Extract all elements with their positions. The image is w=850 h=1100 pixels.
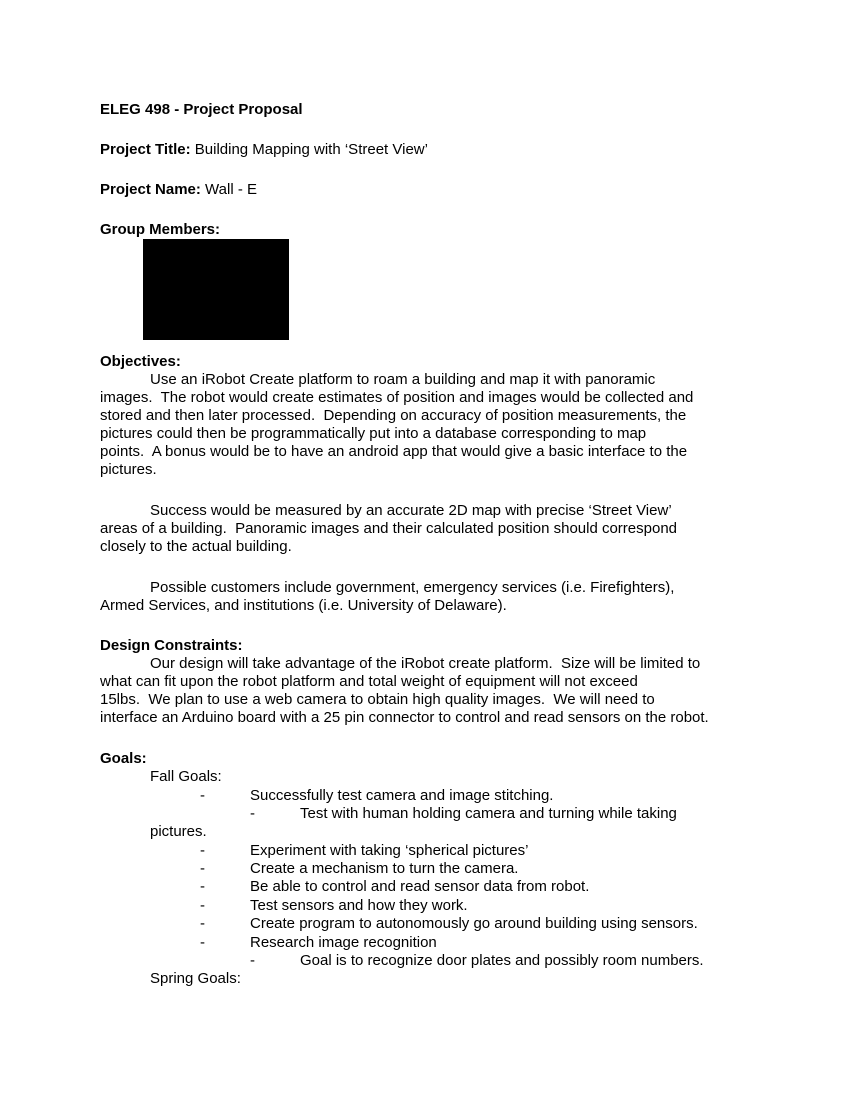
design-p1-line: what can fit upon the robot platform and total weight of equipment will not exceed	[100, 673, 638, 690]
project-name-value: Wall - E	[205, 181, 257, 198]
design-p1-line: interface an Arduino board with a 25 pin connector to control and read sensors on the robot.	[100, 709, 709, 726]
project-title-row	[100, 141, 428, 159]
fall-goal-item: Research image recognition	[250, 934, 437, 951]
fall-goal-item: Create program to autonomously go around building using sensors.	[250, 915, 698, 932]
fall-goal-item: Successfully test camera and image stitching.	[250, 787, 554, 804]
fall-goal-subitem: Goal is to recognize door plates and possibly room numbers.	[300, 952, 704, 969]
objectives-p1-line: Use an iRobot Create platform to roam a building and map it with panoramic	[150, 371, 656, 388]
fall-goal-item: Experiment with taking ‘spherical pictures’	[250, 842, 529, 859]
list-bullet-dash: -	[200, 897, 205, 914]
design-constraints-heading: Design Constraints:	[100, 637, 243, 654]
list-bullet-dash: -	[200, 842, 205, 859]
redacted-member-names	[143, 239, 289, 340]
group-members-label: Group Members:	[100, 221, 221, 238]
list-bullet-dash: -	[200, 787, 205, 804]
project-name-label: Project Name:	[100, 181, 201, 198]
objectives-p1-line: images. The robot would create estimates of position and images would be collected and	[100, 389, 694, 406]
fall-goal-subitem-continuation: pictures.	[150, 823, 207, 840]
objectives-p1-line: points. A bonus would be to have an android app that would give a basic interface to the	[100, 443, 688, 460]
objectives-p2-line: closely to the actual building.	[100, 538, 292, 555]
project-title-value: Building Mapping with ‘Street View’	[194, 141, 428, 158]
project-title-label: Project Title:	[100, 141, 191, 158]
spring-goals-label: Spring Goals:	[150, 970, 241, 987]
design-p1-line: Our design will take advantage of the iRobot create platform. Size will be limited to	[150, 655, 701, 672]
fall-goal-item: Be able to control and read sensor data from robot.	[250, 878, 590, 895]
objectives-p1-line: stored and then later processed. Depending on accuracy of position measurements, the	[100, 407, 687, 424]
list-bullet-dash: -	[200, 915, 205, 932]
list-bullet-dash: -	[200, 878, 205, 895]
fall-goals-label: Fall Goals:	[150, 768, 222, 785]
document-title: ELEG 498 - Project Proposal	[100, 101, 303, 118]
fall-goal-item: Create a mechanism to turn the camera.	[250, 860, 519, 877]
project-name-row	[100, 181, 257, 199]
list-bullet-dash: -	[250, 952, 255, 969]
list-bullet-dash: -	[250, 805, 255, 822]
fall-goal-item: Test sensors and how they work.	[250, 897, 468, 914]
objectives-p2-line: Success would be measured by an accurate 2D map with precise ‘Street View’	[150, 502, 672, 519]
objectives-p1-line: pictures.	[100, 461, 157, 478]
list-bullet-dash: -	[200, 934, 205, 951]
goals-heading: Goals:	[100, 750, 147, 767]
design-p1-line: 15lbs. We plan to use a web camera to obtain high quality images. We will need to	[100, 691, 655, 708]
objectives-heading: Objectives:	[100, 353, 181, 370]
objectives-p2-line: areas of a building. Panoramic images and their calculated position should correspond	[100, 520, 678, 537]
objectives-p3-line: Possible customers include government, emergency services (i.e. Firefighters),	[150, 579, 675, 596]
objectives-p1-line: pictures could then be programmatically put into a database corresponding to map	[100, 425, 647, 442]
fall-goal-subitem: Test with human holding camera and turning while taking	[300, 805, 677, 822]
list-bullet-dash: -	[200, 860, 205, 877]
objectives-p3-line: Armed Services, and institutions (i.e. University of Delaware).	[100, 597, 507, 614]
